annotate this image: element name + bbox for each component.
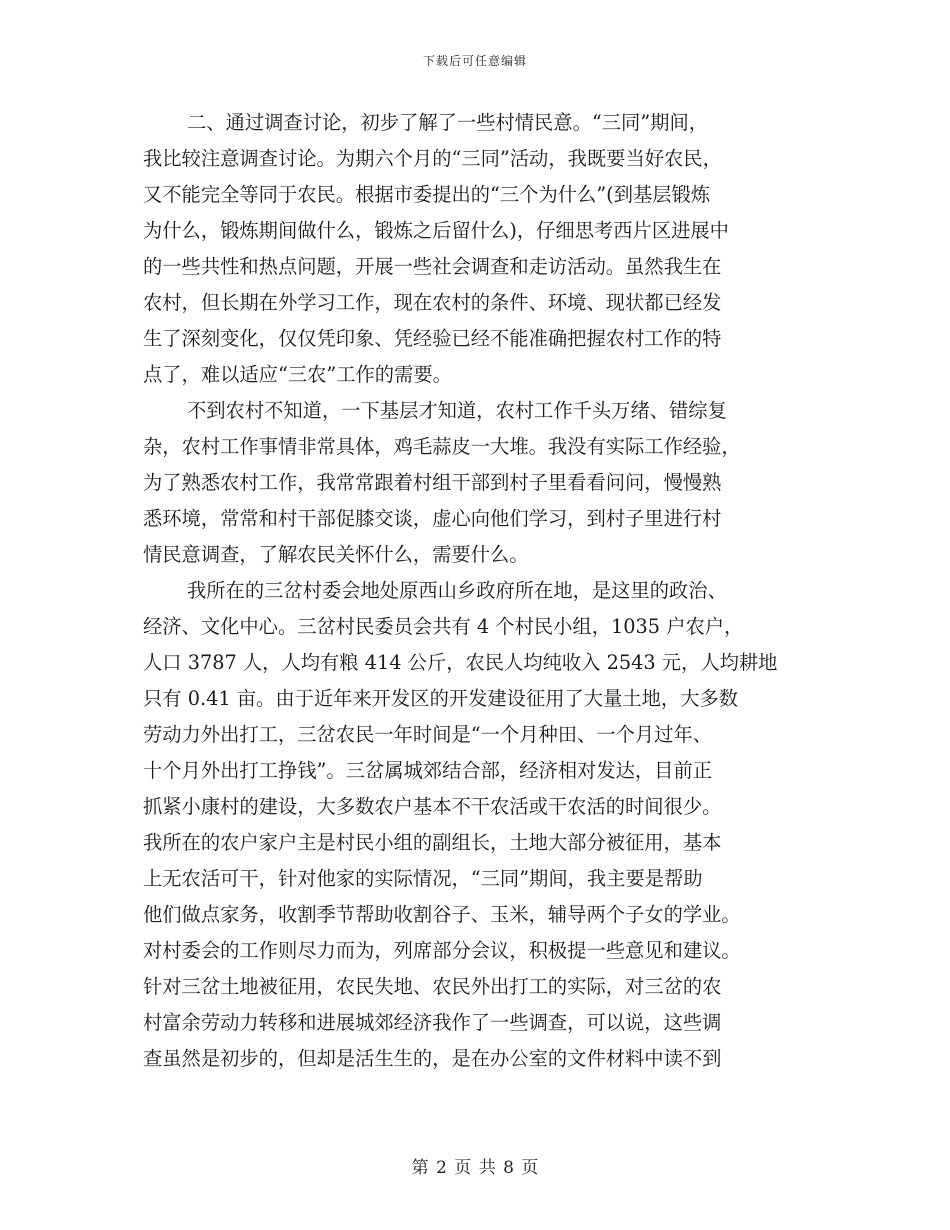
- text-line: 我所在的农户家户主是村民小组的副组长，土地大部分被征用，基本: [143, 831, 722, 854]
- page-footer: [0, 1153, 950, 1178]
- text-line: 生了深刻变化，仅仅凭印象、凭经验已经不能准确把握农村工作的特: [143, 327, 722, 350]
- text-line: 上无农活可干，针对他家的实际情况，“三同”期间，我主要是帮助: [143, 867, 703, 890]
- text-line: 点了，难以适应“三农”工作的需要。: [143, 363, 452, 386]
- text-line: 抓紧小康村的建设，大多数农户基本不干农活或干农活的时间很少。: [143, 795, 722, 818]
- text-line: 悉环境，常常和村干部促膝交谈，虚心向他们学习，到村子里进行村: [143, 507, 722, 530]
- text-line: 我比较注意调查讨论。为期六个月的“三同”活动，我既要当好农民，: [143, 147, 722, 170]
- text-line: 为什么，锻炼期间做什么，锻炼之后留什么)，仔细思考西片区进展中: [143, 219, 729, 242]
- document-body: [143, 105, 813, 1077]
- text-line: 针对三岔土地被征用，农民失地、农民外出打工的实际，对三岔的农: [143, 975, 722, 998]
- text-line: 不到农村不知道，一下基层才知道，农村工作千头万绪、错综复: [187, 399, 727, 422]
- text-line: 村富余劳动力转移和进展城郊经济我作了一些调查，可以说，这些调: [143, 1011, 722, 1034]
- text-line: 我所在的三岔村委会地处原西山乡政府所在地，是这里的政治、: [187, 579, 727, 602]
- text-line: 又不能完全等同于农民。根据市委提出的“三个为什么”(到基层锻炼: [143, 183, 711, 206]
- paragraph-2: [143, 393, 813, 573]
- text-line: 人口 3787 人，人均有粮 414 公斤，农民人均纯收入 2543 元，人均耕地: [143, 651, 778, 674]
- text-line: 只有 0.41 亩。由于近年来开发区的开发建设征用了大量土地，大多数: [143, 687, 739, 710]
- text-line: 查虽然是初步的，但却是活生生的，是在办公室的文件材料中读不到: [143, 1047, 722, 1070]
- page-number: 第 2 页 共 8 页: [411, 1158, 539, 1178]
- text-line: 为了熟悉农村工作，我常常跟着村组干部到村子里看看问问，慢慢熟: [143, 471, 722, 494]
- paragraph-1: [143, 105, 813, 393]
- paragraph-3: [143, 573, 813, 1077]
- text-line: 二、通过调查讨论，初步了解了一些村情民意。“三同”期间，: [187, 111, 709, 134]
- text-line: 劳动力外出打工，三岔农民一年时间是“一个月种田、一个月过年、: [143, 723, 713, 746]
- text-line: 情民意调查，了解农民关怀什么，需要什么。: [143, 543, 529, 566]
- header-note: 下载后可任意编辑: [422, 54, 527, 68]
- text-line: 杂，农村工作事情非常具体，鸡毛蒜皮一大堆。我没有实际工作经验，: [143, 435, 741, 458]
- text-line: 对村委会的工作则尽力而为，列席部分会议，积极提一些意见和建议。: [143, 939, 741, 962]
- text-line: 经济、文化中心。三岔村民委员会共有 4 个村民小组，1035 户农户，: [143, 615, 744, 638]
- page-header: [0, 52, 950, 69]
- text-line: 十个月外出打工挣钱”。三岔属城郊结合部，经济相对发达，目前正: [143, 759, 713, 782]
- text-line: 农村，但长期在外学习工作，现在农村的条件、环境、现状都已经发: [143, 291, 722, 314]
- text-line: 他们做点家务，收割季节帮助收割谷子、玉米，辅导两个子女的学业。: [143, 903, 741, 926]
- text-line: 的一些共性和热点问题，开展一些社会调查和走访活动。虽然我生在: [143, 255, 722, 278]
